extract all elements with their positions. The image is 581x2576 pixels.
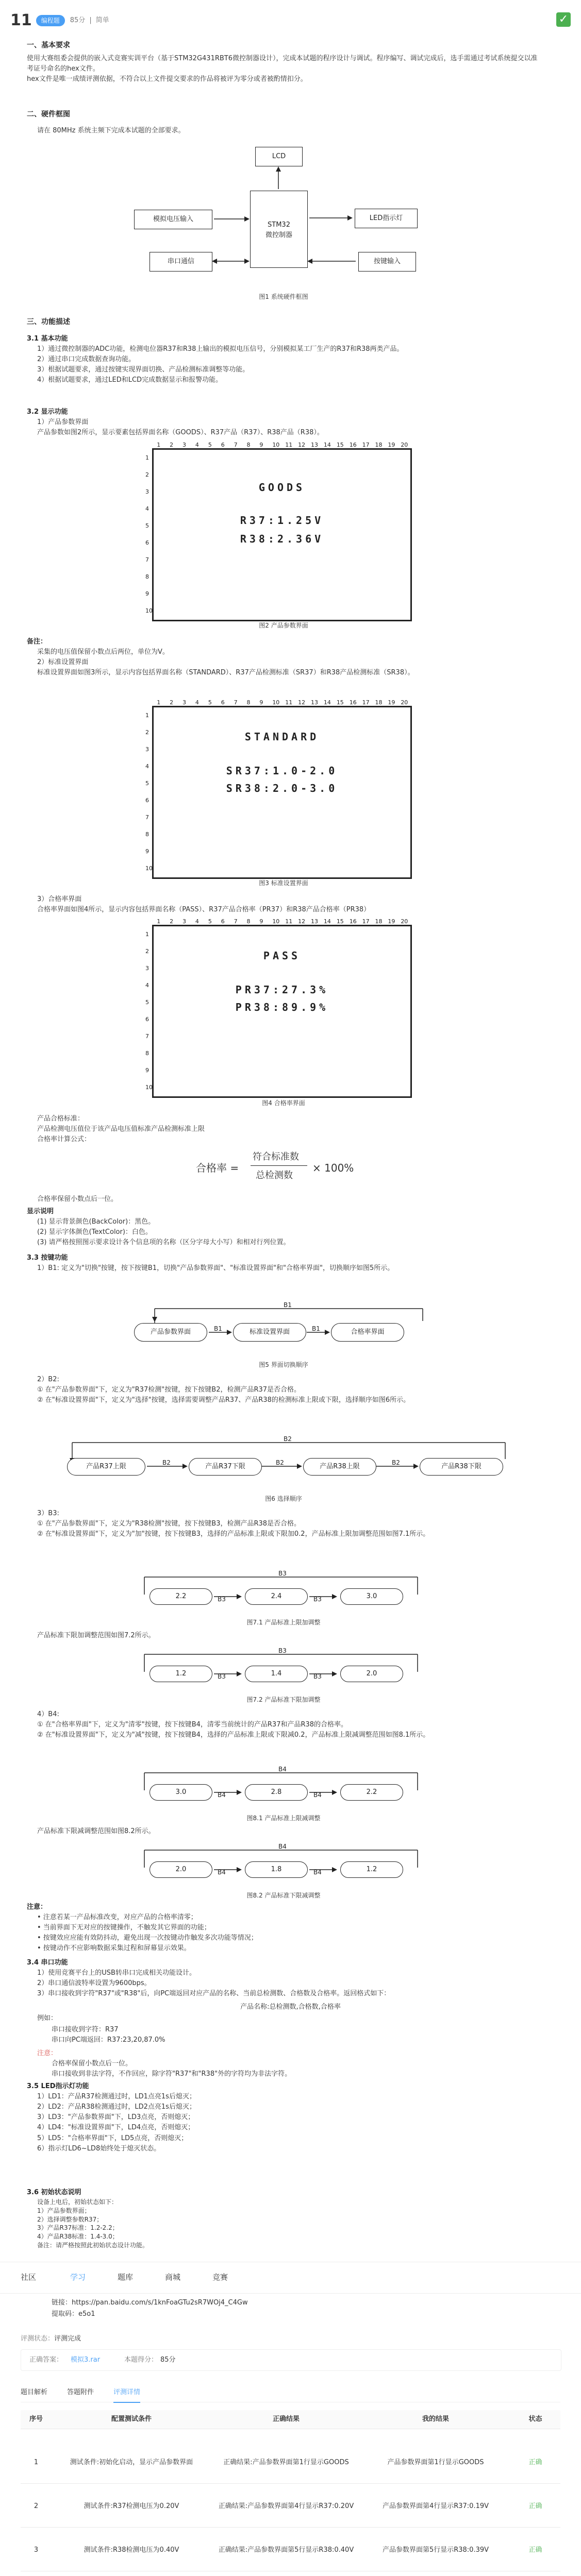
column-number: 13 bbox=[311, 699, 319, 706]
figure4-caption: 图4 合格率界面 bbox=[262, 1099, 305, 1107]
column-number: 9 bbox=[259, 918, 263, 925]
fig5-node-pass: 合格率界面 bbox=[331, 1323, 404, 1342]
row-number: 7 bbox=[145, 814, 149, 821]
column-number: 18 bbox=[375, 918, 383, 925]
fig72-node-a: 1.2 bbox=[150, 1666, 212, 1682]
column-number: 13 bbox=[311, 442, 319, 448]
row-number: 1 bbox=[145, 711, 149, 719]
eval-status-label: 评测状态： bbox=[21, 2335, 55, 2343]
figure5-caption: 图5 界面切换顺序 bbox=[259, 1361, 308, 1368]
row-expected: 正确结果:产品参数界面第1行显示GOODS bbox=[223, 2458, 349, 2466]
column-number: 14 bbox=[323, 442, 331, 448]
figure1-caption: 图1 系统硬件框图 bbox=[259, 293, 308, 300]
fig72-b3-b: B3 bbox=[313, 1673, 322, 1680]
column-number: 11 bbox=[285, 699, 293, 706]
note3-text: 合格率保留小数点后一位。 串口接收到非法字符，不作回应，除字符"R37"和"R38"外的字符均为非法字符。 bbox=[52, 2060, 292, 2078]
row-number: 1 bbox=[145, 454, 149, 461]
fig6-node-r37-lower: 产品R37下限 bbox=[189, 1458, 262, 1476]
hardware-diagram bbox=[124, 142, 443, 312]
fig81-b4-a: B4 bbox=[218, 1791, 226, 1799]
row-number: 8 bbox=[145, 1049, 149, 1057]
col-expected: 正确结果 bbox=[272, 2415, 300, 2423]
column-number: 7 bbox=[234, 918, 238, 925]
row-number: 3 bbox=[145, 488, 149, 495]
row-number: 1 bbox=[145, 930, 149, 938]
bottom-nav bbox=[0, 2262, 581, 2294]
column-number: 20 bbox=[401, 442, 408, 448]
uart-function-text: 1）使用竞赛平台上的USB转串口完成相关功能设计。 2）串口通信波特率设置为9600bps。 3）串口接收到字符"R37"或"R38"后，向PC端返回对应产品的名称、当前总检测数、合格数及合格率。返回格式如下： bbox=[37, 1969, 391, 1998]
tab-analysis[interactable]: 题目解析 bbox=[21, 2388, 48, 2396]
fig82-b4-top: B4 bbox=[278, 1843, 287, 1850]
column-number: 17 bbox=[362, 918, 370, 925]
row-number: 9 bbox=[145, 590, 149, 597]
answer-file-link[interactable]: 模拟3.rar bbox=[71, 2356, 101, 2364]
table-row bbox=[21, 2486, 560, 2528]
divider: | bbox=[89, 16, 92, 24]
column-number: 11 bbox=[285, 918, 293, 925]
column-number: 9 bbox=[259, 699, 263, 706]
b2-text: 2）B2: ① 在"产品参数界面"下，定义为"R37检测"按键，按下按键B2，检测产品R37是否合格。 ② 在"标准设置界面"下，定义为"选择"按键，选择需要调整产品R37、产品R38的检测标准上限或下限，选择顺序如图6所示。 bbox=[37, 1376, 410, 1404]
row-number: 2 bbox=[145, 728, 149, 736]
column-number: 5 bbox=[208, 918, 212, 925]
fig6-b2-top: B2 bbox=[284, 1435, 292, 1443]
column-number: 14 bbox=[323, 918, 331, 925]
fig5-b1-top: B1 bbox=[284, 1301, 292, 1309]
uart-format: 产品名称:总检测数,合格数,合格率 bbox=[240, 2003, 341, 2011]
column-number: 16 bbox=[349, 442, 357, 448]
figure7-1-caption: 图7.1 产品标准上限加调整 bbox=[246, 1619, 321, 1626]
example-title: 例如： bbox=[37, 2014, 58, 2022]
goods-screen-desc: 1）产品参数界面 产品参数如图2所示，显示要素包括界面名称（GOODS）、R37产品（R37）、R38产品（R38）。 bbox=[37, 418, 324, 437]
row-number: 9 bbox=[145, 848, 149, 855]
column-number: 17 bbox=[362, 699, 370, 706]
extract-code: e5o1 bbox=[78, 2310, 95, 2318]
fig81-b4-top: B4 bbox=[278, 1766, 287, 1773]
pass-rate-formula bbox=[196, 1148, 402, 1189]
fig82-node-c: 1.2 bbox=[340, 1861, 403, 1878]
column-number: 8 bbox=[246, 442, 251, 448]
fig81-node-b: 2.8 bbox=[245, 1784, 308, 1801]
row-number: 6 bbox=[145, 1015, 149, 1023]
b4-text: 4）B4: ① 在"合格率界面"下，定义为"清零"按键，按下按键B4，清零当前统计的产品R37和产品R38的合格率。 ② 在"标准设置界面"下，定义为"减"按键，按下按键B4，选择的产品标准上限或下限减0.2，产品标准上限减调整范围如图8.1所示。 bbox=[37, 1710, 430, 1739]
fig5-b1-a: B1 bbox=[214, 1325, 222, 1332]
fig82-node-b: 1.8 bbox=[245, 1861, 308, 1878]
link-label: 链接： bbox=[52, 2299, 72, 2307]
column-number: 11 bbox=[285, 442, 293, 448]
row-number: 8 bbox=[145, 831, 149, 838]
row-number: 8 bbox=[145, 573, 149, 580]
column-number: 6 bbox=[221, 699, 225, 706]
col-condition: 配置测试条件 bbox=[111, 2415, 152, 2423]
column-number: 18 bbox=[375, 699, 383, 706]
section-hardware-title: 二、硬件框图 bbox=[27, 110, 70, 118]
fig72-node-c: 2.0 bbox=[340, 1666, 403, 1682]
row-number: 4 bbox=[145, 505, 149, 512]
fig6-node-r38-upper: 产品R38上限 bbox=[303, 1458, 376, 1476]
column-number: 4 bbox=[195, 918, 199, 925]
column-number: 8 bbox=[246, 699, 251, 706]
difficulty-label: 简单 bbox=[95, 16, 109, 24]
display-notes-heading: 显示说明 bbox=[27, 1208, 54, 1215]
nav-item-learn[interactable]: 学习 bbox=[70, 2273, 86, 2282]
led-function-heading: 3.5 LED指示灯功能 bbox=[27, 2082, 89, 2090]
row-expected: 正确结果:产品参数界面第5行显示R38:0.40V bbox=[218, 2546, 354, 2554]
column-number: 5 bbox=[208, 699, 212, 706]
column-number: 1 bbox=[157, 699, 161, 706]
b3-text: 3）B3: ① 在"产品参数界面"下，定义为"R38检测"按键，按下按键B3，检测产品R38是否合格。 ② 在"标准设置界面"下，定义为"加"按键，按下按键B3，选择的产品标准上限或下限加0.2，产品标准上限加调整范围如图7.1所示。 bbox=[37, 1510, 430, 1538]
column-number: 16 bbox=[349, 918, 357, 925]
row-status: 正确 bbox=[528, 2458, 542, 2466]
figure8-2-diagram bbox=[139, 1842, 428, 1888]
fig71-b3-b: B3 bbox=[313, 1596, 322, 1603]
led-function-text: 1）LD1：产品R37检测通过时，LD1点亮1s后熄灭； 2）LD2：产品R38检测通过时，LD2点亮1s后熄灭； 3）LD3："产品参数界面"下，LD3点亮，否则熄灭； 4）LD4："标准设置界面"下，LD4点亮，否则熄灭； 5）LD5："合格率界面"下，LD5点亮，否则熄灭； 6）指示灯LD6~LD8始终处于熄灭状态。 bbox=[37, 2093, 196, 2153]
column-number: 12 bbox=[298, 699, 306, 706]
nav-item-shop[interactable]: 商城 bbox=[165, 2273, 181, 2282]
row-condition: 测试条件:R38检测电压为0.40V bbox=[84, 2546, 179, 2554]
row-index: 3 bbox=[34, 2546, 39, 2554]
column-number: 20 bbox=[401, 918, 408, 925]
column-number: 12 bbox=[298, 918, 306, 925]
lcd-line-sr38: SR38:2.0-3.0 bbox=[226, 782, 338, 794]
nav-item-question-bank[interactable]: 题库 bbox=[118, 2273, 134, 2282]
column-number: 5 bbox=[208, 442, 212, 448]
row-number: 9 bbox=[145, 1066, 149, 1074]
lcd-line-pass-title: PASS bbox=[263, 950, 301, 962]
lcd-line-sr37: SR37:1.0-2.0 bbox=[226, 765, 338, 777]
figure7-2-caption: 图7.2 产品标准下限加调整 bbox=[246, 1696, 321, 1703]
lcd-block: LCD bbox=[255, 147, 303, 166]
fig6-b2-a: B2 bbox=[162, 1459, 171, 1466]
column-number: 9 bbox=[259, 442, 263, 448]
column-number: 15 bbox=[336, 442, 344, 448]
row-actual: 产品参数界面第1行显示GOODS bbox=[387, 2458, 484, 2466]
column-number: 12 bbox=[298, 442, 306, 448]
formula-right: × 100% bbox=[312, 1162, 354, 1174]
col-index: 序号 bbox=[29, 2415, 43, 2423]
formula-left: 合格率 = bbox=[196, 1162, 239, 1174]
init-heading: 3.6 初始状态说明 bbox=[27, 2189, 81, 2196]
column-number: 19 bbox=[388, 699, 395, 706]
fig71-node-c: 3.0 bbox=[340, 1588, 403, 1605]
goods-screen-figure bbox=[145, 442, 412, 621]
lcd-line-r38: R38:2.36V bbox=[240, 533, 324, 545]
row-number: 5 bbox=[145, 998, 149, 1006]
column-number: 6 bbox=[221, 442, 225, 448]
basic-function-heading: 3.1 基本功能 bbox=[27, 335, 68, 343]
row-status: 正确 bbox=[528, 2546, 542, 2554]
formula-numerator: 符合标准数 bbox=[253, 1151, 299, 1162]
fig81-b4-b: B4 bbox=[313, 1791, 322, 1799]
column-number: 2 bbox=[170, 918, 174, 925]
figure8-2-caption: 图8.2 产品标准下限减调整 bbox=[246, 1892, 321, 1899]
column-number: 15 bbox=[336, 918, 344, 925]
fig71-node-b: 2.4 bbox=[245, 1588, 308, 1605]
mcu-block: STM32 微控制器 bbox=[250, 191, 308, 268]
column-number: 1 bbox=[157, 442, 161, 448]
figure8-1-caption: 图8.1 产品标准上限减调整 bbox=[246, 1815, 321, 1822]
row-number: 10 bbox=[145, 607, 153, 614]
nav-item-contest[interactable]: 竞赛 bbox=[212, 2273, 228, 2282]
pass-screen-figure bbox=[145, 918, 412, 1098]
init-text: 设备上电后，初始状态如下： 1）产品参数界面； 2）选择调整参数R37； 3）产品R37标准：1.2-2.2； 4）产品R38标准：1.4-3.0； 备注：请严格按照此初始状态设计功能。 bbox=[37, 2198, 149, 2249]
row-actual: 产品参数界面第5行显示R38:0.39V bbox=[382, 2546, 489, 2554]
note2-text: • 注意若某一产品标准改变，对应产品的合格率清零； • 当前界面下无对应的按键操作，不触发其它界面的功能； • 按键效应应能有效防抖动，避免出现一次按键动作触发多次功能等情况； • 按键动作不应影响数据采集过程和屏幕显示效果。 bbox=[37, 1913, 258, 1953]
question-type-badge: 编程题 bbox=[36, 15, 65, 27]
row-number: 4 bbox=[145, 981, 149, 989]
column-number: 4 bbox=[195, 442, 199, 448]
fig72-b3-a: B3 bbox=[218, 1673, 226, 1680]
fig6-b2-c: B2 bbox=[392, 1459, 400, 1466]
fig82-node-a: 2.0 bbox=[150, 1861, 212, 1878]
led-block: LED指示灯 bbox=[355, 209, 418, 228]
fig6-node-r38-lower: 产品R38下限 bbox=[420, 1458, 503, 1476]
uart-function-heading: 3.4 串口功能 bbox=[27, 1959, 68, 1967]
column-number: 14 bbox=[323, 699, 331, 706]
note1-text: 采集的电压值保留小数点后两位，单位为V。 2）标准设置界面 标准设置界面如图3所示，显示内容包括界面名称（STANDARD）、R37产品检测标准（SR37）和R38产品检测标准（SR38）。 bbox=[37, 648, 414, 677]
figure3-caption: 图3 标准设置界面 bbox=[259, 879, 308, 887]
display-notes-text: (1) 显示背景颜色(BackColor)：黑色。 (2) 显示字体颜色(TextColor)：白色。 (3) 请严格按照图示要求设计各个信息项的名称（区分字母大小写）和相对行列位置。 bbox=[37, 1218, 290, 1247]
basic-function-text: 1）通过微控制器的ADC功能，检测电位器R37和R38上输出的模拟电压信号，分别模拟某工厂生产的R37和R38两类产品。 2）通过串口完成数据查询功能。 3）根据试题要求，通过按键实现界面切换、产品检测标准调整等功能。 4）根据试题要求，通过LED和LCD完成数据显示和报警功能。 bbox=[37, 345, 404, 384]
row-number: 2 bbox=[145, 471, 149, 478]
column-number: 10 bbox=[272, 442, 280, 448]
section-basic-title: 一、基本要求 bbox=[27, 41, 70, 49]
row-number: 5 bbox=[145, 779, 149, 787]
score-value: 85分 bbox=[160, 2356, 176, 2364]
standard-screen-figure bbox=[145, 699, 412, 879]
row-condition: 测试条件:R37检测电压为0.20V bbox=[84, 2502, 179, 2510]
lower-sub-text: 产品标准下限减调整范围如图8.2所示。 bbox=[37, 1827, 155, 1835]
column-number: 16 bbox=[349, 699, 357, 706]
column-number: 4 bbox=[195, 699, 199, 706]
answer-file-label: 正确答案： bbox=[29, 2356, 63, 2364]
lcd-line-pr38: PR38:89.9% bbox=[235, 1001, 329, 1013]
key-function-heading: 3.3 按键功能 bbox=[27, 1254, 68, 1262]
pass-standard-text: 产品合格标准： 产品检测电压值位于该产品电压值标准产品检测标准上限 合格率计算公式： bbox=[37, 1115, 205, 1144]
column-number: 19 bbox=[388, 918, 395, 925]
row-number: 10 bbox=[145, 865, 153, 872]
note2-title: 注意： bbox=[27, 1903, 47, 1911]
fig82-b4-a: B4 bbox=[218, 1869, 226, 1876]
figure6-diagram bbox=[62, 1432, 516, 1489]
section-hardware-text: 请在 80MHz 系统主频下完成本试题的全部要求。 bbox=[37, 127, 185, 134]
column-number: 2 bbox=[170, 699, 174, 706]
note3-title: 注意： bbox=[37, 2049, 58, 2057]
lcd-line-pr37: PR37:27.3% bbox=[235, 984, 329, 996]
example-text: 串口接收到字符：R37 串口向PC端返回：R37:23,20,87.0% bbox=[52, 2026, 165, 2044]
figure2-caption: 图2 产品参数界面 bbox=[259, 622, 308, 629]
row-number: 6 bbox=[145, 796, 149, 804]
fig81-node-a: 3.0 bbox=[150, 1784, 212, 1801]
fig71-b3-top: B3 bbox=[278, 1570, 287, 1577]
fig71-node-a: 2.2 bbox=[150, 1588, 212, 1605]
column-number: 20 bbox=[401, 699, 408, 706]
row-number: 7 bbox=[145, 556, 149, 563]
fig5-node-goods: 产品参数界面 bbox=[134, 1323, 207, 1342]
row-number: 4 bbox=[145, 762, 149, 770]
analog-input-block: 模拟电压输入 bbox=[134, 210, 212, 229]
table-row bbox=[21, 2573, 560, 2576]
completed-check-icon: ✓ bbox=[556, 12, 571, 27]
column-number: 8 bbox=[246, 918, 251, 925]
formula-denominator: 总检测数 bbox=[256, 1170, 293, 1181]
key-input-block: 按键输入 bbox=[358, 252, 416, 272]
column-number: 10 bbox=[272, 699, 280, 706]
column-number: 15 bbox=[336, 699, 344, 706]
figure8-1-diagram bbox=[139, 1765, 428, 1811]
result-tabs bbox=[21, 2383, 560, 2402]
fig6-node-r37-upper: 产品R37上限 bbox=[67, 1458, 145, 1476]
lcd-line-goods-title: GOODS bbox=[258, 481, 306, 494]
column-number: 7 bbox=[234, 442, 238, 448]
note1-title: 备注： bbox=[27, 638, 47, 646]
column-number: 13 bbox=[311, 918, 319, 925]
figure7-1-diagram bbox=[139, 1569, 428, 1615]
extract-code-label: 提取码： bbox=[52, 2310, 79, 2318]
score-label: 本题得分： bbox=[124, 2356, 158, 2364]
figure5-diagram bbox=[134, 1298, 443, 1355]
row-index: 2 bbox=[34, 2502, 39, 2510]
row-expected: 正确结果:产品参数界面第4行显示R37:0.20V bbox=[218, 2502, 354, 2510]
lcd-line-standard-title: STANDARD bbox=[244, 731, 320, 743]
row-condition: 测试条件:初始化启动，显示产品参数界面 bbox=[70, 2458, 193, 2466]
display-function-heading: 3.2 显示功能 bbox=[27, 408, 68, 416]
column-number: 3 bbox=[182, 699, 187, 706]
column-number: 3 bbox=[182, 918, 187, 925]
row-number: 6 bbox=[145, 539, 149, 546]
row-status: 正确 bbox=[528, 2502, 542, 2510]
question-number: 11 bbox=[10, 11, 32, 29]
section-function-title: 三、功能描述 bbox=[27, 318, 70, 326]
fig71-b3-a: B3 bbox=[218, 1596, 226, 1603]
eval-status-row bbox=[21, 2334, 81, 2344]
points-label: 85分 bbox=[70, 16, 86, 24]
table-row bbox=[21, 2530, 560, 2571]
download-link-row bbox=[52, 2298, 248, 2308]
uart-block: 串口通信 bbox=[150, 252, 212, 272]
row-number: 10 bbox=[145, 1083, 153, 1091]
table-header bbox=[21, 2410, 560, 2429]
row-number: 5 bbox=[145, 522, 149, 529]
answer-box bbox=[21, 2349, 561, 2371]
download-link[interactable]: https://pan.baidu.com/s/1knFoaGTu2sR7WOj4_C4Gw bbox=[72, 2299, 248, 2307]
row-number: 3 bbox=[145, 964, 149, 972]
fig72-b3-top: B3 bbox=[278, 1647, 287, 1654]
col-status: 状态 bbox=[528, 2415, 542, 2423]
fig82-b4-b: B4 bbox=[313, 1869, 322, 1876]
column-number: 3 bbox=[182, 442, 187, 448]
formula-fraction-bar bbox=[251, 1165, 307, 1166]
row-index: 1 bbox=[34, 2458, 39, 2466]
row-number: 2 bbox=[145, 947, 149, 955]
b1-text: 1）B1: 定义为"切换"按键，按下按键B1，切换"产品参数界面"、"标准设置界面"和"合格率界面"，切换顺序如图5所示。 bbox=[37, 1264, 394, 1272]
question-header bbox=[10, 7, 571, 34]
extract-code-row bbox=[52, 2309, 95, 2319]
column-number: 18 bbox=[375, 442, 383, 448]
eval-status: 评测完成 bbox=[54, 2335, 81, 2343]
row-number: 7 bbox=[145, 1032, 149, 1040]
column-number: 7 bbox=[234, 699, 238, 706]
fig5-node-standard: 标准设置界面 bbox=[233, 1323, 306, 1342]
tab-attachments[interactable]: 答题附件 bbox=[67, 2388, 94, 2396]
table-row bbox=[21, 2442, 560, 2484]
column-number: 17 bbox=[362, 442, 370, 448]
column-number: 6 bbox=[221, 918, 225, 925]
figure6-caption: 图6 选择顺序 bbox=[265, 1495, 302, 1502]
pass-rate-note: 合格率保留小数点后一位。 bbox=[37, 1195, 118, 1203]
fig72-node-b: 1.4 bbox=[245, 1666, 308, 1682]
lower-add-text: 产品标准下限加调整范围如图7.2所示。 bbox=[37, 1632, 155, 1639]
column-number: 10 bbox=[272, 918, 280, 925]
pass-screen-desc: 3）合格率界面 合格率界面如图4所示，显示内容包括界面名称（PASS）、R37产品合格率（PR37）和R38产品合格率（PR38） bbox=[37, 895, 371, 914]
nav-item-community[interactable]: 社区 bbox=[21, 2273, 37, 2282]
row-actual: 产品参数界面第4行显示R37:0.19V bbox=[382, 2502, 489, 2510]
figure7-2-diagram bbox=[139, 1646, 428, 1692]
row-number: 3 bbox=[145, 745, 149, 753]
col-actual: 我的结果 bbox=[422, 2415, 449, 2423]
lcd-line-r37: R37:1.25V bbox=[240, 514, 324, 527]
fig6-b2-b: B2 bbox=[276, 1459, 284, 1466]
fig5-b1-b: B1 bbox=[312, 1325, 320, 1332]
column-number: 19 bbox=[388, 442, 395, 448]
column-number: 1 bbox=[157, 918, 161, 925]
fig81-node-c: 2.2 bbox=[340, 1784, 403, 1801]
column-number: 2 bbox=[170, 442, 174, 448]
tab-eval-details[interactable]: 评测详情 bbox=[113, 2387, 140, 2403]
section-basic-text: 使用大赛组委会提供的嵌入式竞赛实训平台（基于STM32G431RBT6微控制器设计），完成本试题的程序设计与调试。程序编写、调试完成后，选手需通过考试系统提交以准考证号命名的hex文件。 hex文件是唯一成绩评测依据，不符合以上文件提交要求的作品将被评为零分或者被酌情扣分。 bbox=[27, 55, 538, 83]
